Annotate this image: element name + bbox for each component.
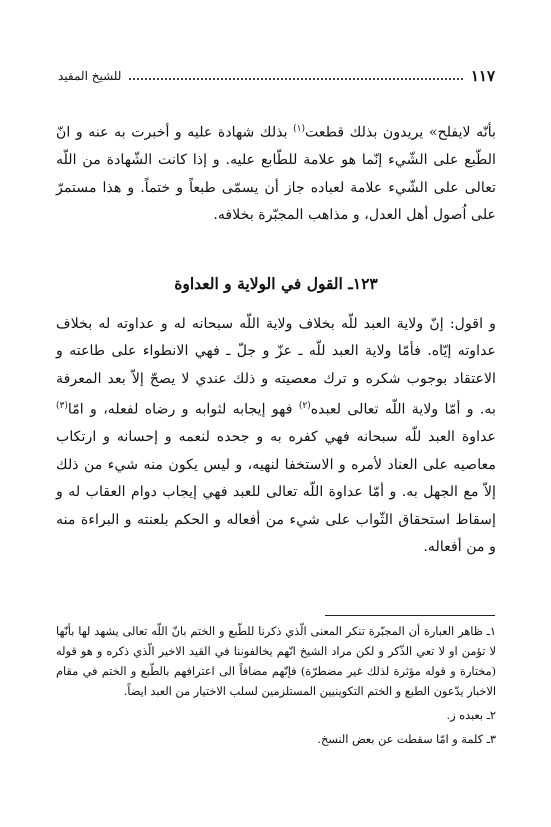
footnote-1: ١ـ ظاهر العبارة أن المجبّرة تنكر المعنى الّذي ذكرنا للطّبع و الختم بانّ اللّه تعالى يشهد لها بأنّها لا تؤمن او لا تعي الذّكر و لكن مراد الشيخ انّهم يخالفوننا في القيد الاخير الّذي ذكره و هو قوله (مختارة و قوله مؤثرة لذلك غير مضطرّة) فإنّهم مضافاً الى اعترافهم بالطّبع و الختم في مقام الاخبار يدّعون الطبع و الختم التكوينيين المستلزمين لسلب الاختيار من العبد ايضاً. [56, 625, 496, 698]
footnote-ref-1: (١) [293, 124, 305, 134]
page-number: ١١٧ [470, 67, 495, 85]
paragraph-2 [56, 311, 496, 561]
paragraph-2-text [56, 311, 496, 561]
footnote-2: ٢ـ بعبده ز. [446, 709, 496, 722]
footnote-3: ٣ـ كلمة و امّا سقطت عن بعض النسخ. [317, 733, 496, 746]
paragraph-2-text-part-2: فهو إيجابه لثوابه و رضاه لفعله، و امّا [67, 401, 299, 418]
footnotes [56, 622, 496, 754]
footnote-ref-3: (٣) [56, 401, 68, 412]
section-heading: ١٢٣ـ القول في الولاية و العداوة [174, 274, 378, 293]
page-header [58, 66, 495, 86]
running-title: للشيخ المفيد [58, 69, 122, 83]
paragraph-1-text-after-note: بذلك شهادة عليه و أخبرت به عنه و انّ الطّبع على الشّيء إنّما هو علامة للطّابع عليه. و إذا كانت الشّهادة من اللّه تعالى على الشّيء علامة لعباده جاز أن يسمّى طبعاً و ختماً. و هذا مستمرّ على اُصول أهل العدل، و مذاهب المجبّرة بخلافه. [56, 124, 496, 223]
header-dotted-leader [129, 78, 462, 80]
paragraph-2-text-part-3: عداوة العبد للّه سبحانه فهي كفره به و جحده لنعمه و إحسانه و ارتكاب معاصيه على العناد لأمره و الاستخفا لنهيه، و ليس يكون منه شيء من ذلك إلاّ مع الجهل به. و أمّا عداوة اللّه تعالى للعبد فهي إيجاب دوام العقاب له و إسقاط استحقاق الثّواب على شيء من أفعاله و الحكم بلعنته و البراءة منه و من أفعاله. [56, 429, 496, 555]
paragraph-1-text [56, 116, 496, 229]
paragraph-2-text-part-1: و اقول: إنّ ولاية العبد للّه بخلاف ولاية اللّه سبحانه له و عداوته له بخلاف عداوته إيّاه. فأمّا ولاية العبد للّه ـ عزّ و جلّ ـ فهي الانطواء على طاعته و الاعتقاد بوجوب شكره و ترك معصيته و ذلك عندي لا يصحّ إلاّ بعد المعرفة به. و أمّا ولاية اللّه تعالى لعبده [56, 316, 496, 418]
footnote-ref-2: (٢) [298, 401, 311, 412]
paragraph-1-text-before-note: بأنّه لايفلح» يريدون بذلك قطعت [305, 124, 496, 141]
footnote-separator [325, 615, 495, 616]
paragraph-1 [56, 116, 496, 229]
